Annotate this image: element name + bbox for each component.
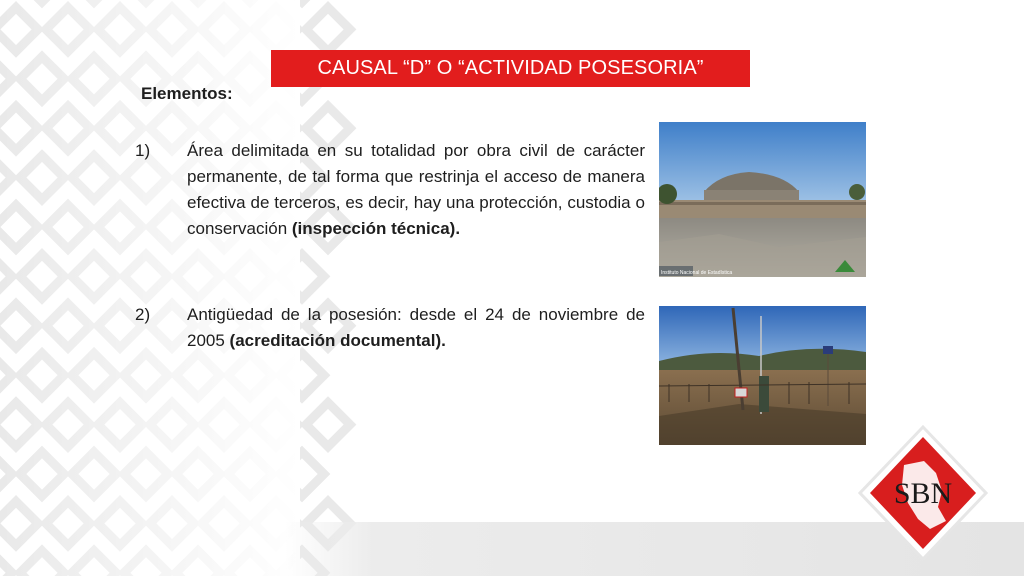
list-item-bold: (inspección técnica).	[291, 219, 461, 238]
list-item-number: 2)	[135, 305, 151, 324]
photo-caption: Instituto Nacional de Estadística	[661, 270, 733, 276]
sbn-logo	[858, 425, 988, 561]
list-item-text: Área delimitada en su totalidad por obra civil de carácter permanente, de tal forma que restrinja el acceso de manera efectiva de terceros, es decir, hay una protección, custodia o conservación (inspección técnica).	[187, 141, 645, 238]
list-item-number: 1)	[135, 141, 151, 160]
logo-text: SBN	[893, 477, 953, 510]
list-item-1	[135, 138, 645, 242]
subtitle-elementos: Elementos:	[141, 84, 233, 103]
list-item-2	[135, 302, 645, 354]
slide-title-text: CAUSAL “D” O “ACTIVIDAD POSESORIA”	[317, 57, 704, 79]
background-diamond	[306, 7, 350, 51]
photo-walled-area	[659, 122, 866, 277]
slide-title	[271, 50, 750, 87]
list-item-bold: (acreditación documental).	[229, 331, 446, 350]
photo-open-field	[659, 306, 866, 445]
background-diamond	[306, 403, 350, 447]
list-item-text: Antigüedad de la posesión: desde el 24 de noviembre de 2005 (acreditación documental).	[187, 305, 645, 350]
